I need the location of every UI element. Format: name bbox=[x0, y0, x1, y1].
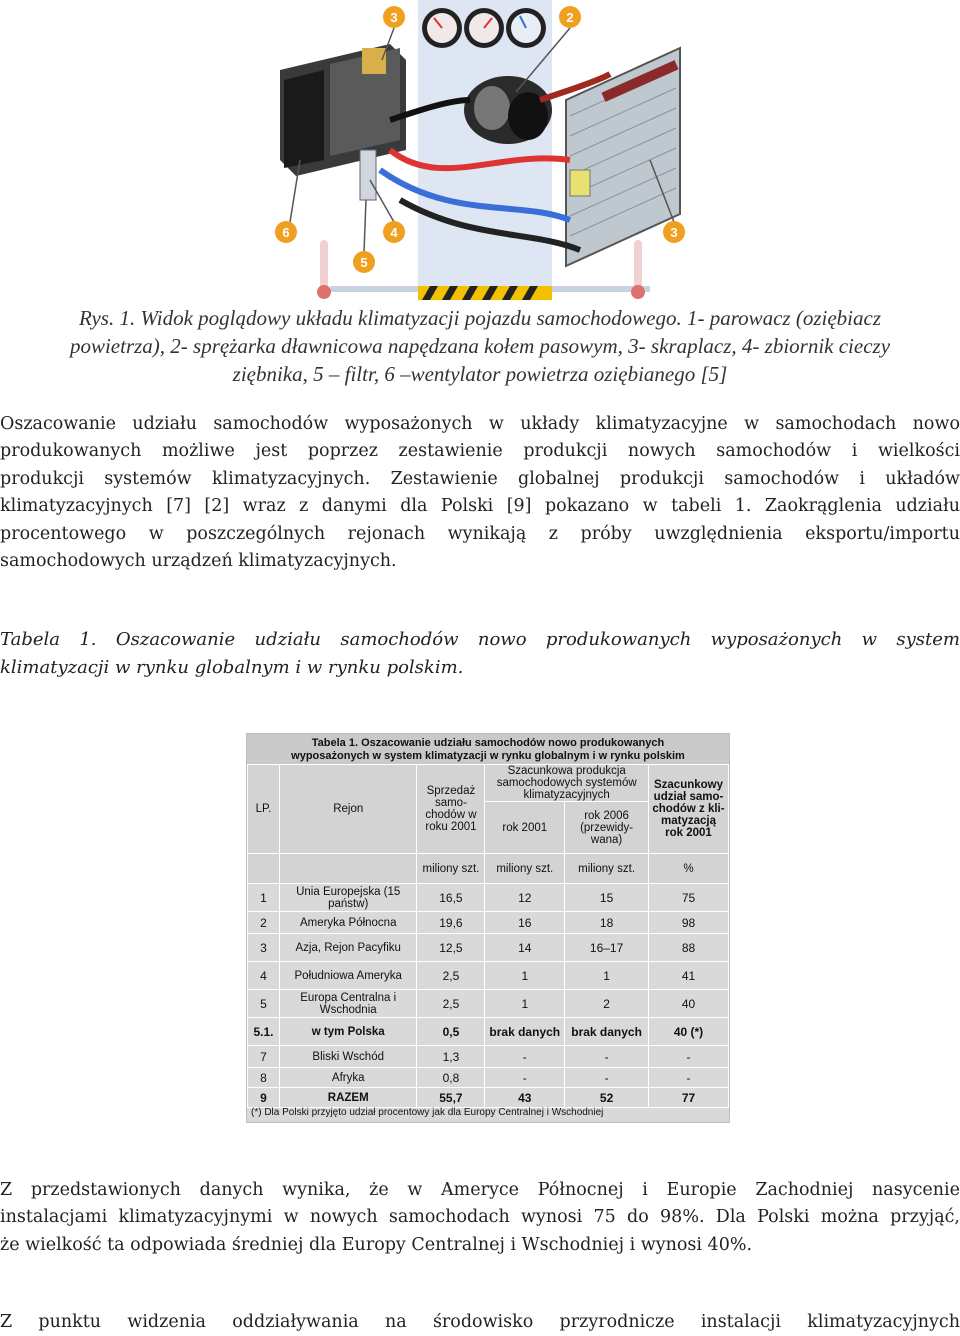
text-line: że wielkość ta odpowiada średniej dla Europy Centralnej i Wschodniej i wynosi 40%. bbox=[0, 1234, 753, 1255]
cell-sprzedaz: 0,8 bbox=[417, 1068, 485, 1088]
table-caption-line: Tabela 1. Oszacowanie udziału samochodów nowo produkowanych wyposażonych w system bbox=[0, 629, 960, 650]
marker-6 bbox=[275, 221, 297, 243]
header-sprzedaz: Sprzedaż samo- chodów w roku 2001 bbox=[417, 765, 485, 854]
table-caption bbox=[0, 626, 960, 682]
header-rejon: Rejon bbox=[279, 765, 417, 854]
unit-cell: miliony szt. bbox=[485, 854, 565, 884]
svg-text:2: 2 bbox=[566, 10, 574, 25]
cell-sprzedaz: 0,5 bbox=[417, 1018, 485, 1046]
cell-udzial: 41 bbox=[649, 962, 729, 990]
cell-r2006: brak danych bbox=[565, 1018, 649, 1046]
cell-lp: 3 bbox=[248, 934, 280, 962]
cell-rejon: RAZEM bbox=[279, 1088, 417, 1108]
figure-caption bbox=[0, 304, 960, 388]
header-rok-2006: rok 2006 (przewidy- wana) bbox=[565, 802, 649, 854]
text-line: samochodowych urządzeń klimatyzacyjnych. bbox=[0, 551, 397, 572]
cell-lp: 9 bbox=[248, 1088, 280, 1108]
table-row bbox=[248, 912, 729, 934]
table-title bbox=[247, 734, 729, 764]
cell-r2006: - bbox=[565, 1046, 649, 1068]
cell-udzial: 75 bbox=[649, 884, 729, 912]
ac-share-table bbox=[247, 764, 729, 1108]
cell-rejon: Afryka bbox=[279, 1068, 417, 1088]
svg-text:4: 4 bbox=[390, 225, 398, 240]
cell-lp: 5.1. bbox=[248, 1018, 280, 1046]
receiver-drier-icon bbox=[360, 150, 376, 200]
svg-text:3: 3 bbox=[390, 10, 398, 25]
text-line: Z przedstawionych danych wynika, że w Ameryce Północnej i Europie Zachodniej nasycenie bbox=[0, 1180, 960, 1200]
cell-r2001: - bbox=[485, 1068, 565, 1088]
cell-rejon: Unia Europejska (15 państw) bbox=[279, 884, 417, 912]
cell-sprzedaz: 12,5 bbox=[417, 934, 485, 962]
marker-5 bbox=[353, 251, 375, 273]
svg-text:5: 5 bbox=[360, 255, 368, 270]
cell-lp: 4 bbox=[248, 962, 280, 990]
marker-3-top bbox=[383, 6, 405, 28]
cell-r2001: 1 bbox=[485, 962, 565, 990]
cell-rejon: Europa Centralna i Wschodnia bbox=[279, 990, 417, 1018]
cell-sprzedaz: 2,5 bbox=[417, 990, 485, 1018]
cell-lp: 1 bbox=[248, 884, 280, 912]
svg-text:6: 6 bbox=[282, 225, 290, 240]
cell-udzial: 77 bbox=[649, 1088, 729, 1108]
cell-r2006: - bbox=[565, 1068, 649, 1088]
text-line: procentowego w poszczególnych rejonach wynikają z próby uwzględnienia eksportu/importu bbox=[0, 523, 960, 544]
cell-rejon: w tym Polska bbox=[279, 1018, 417, 1046]
cell-udzial: 40 (*) bbox=[649, 1018, 729, 1046]
text-line: Oszacowanie udziału samochodów wyposażonych w układy klimatyzacyjne w samochodach nowo bbox=[0, 414, 960, 434]
cell-sprzedaz: 1,3 bbox=[417, 1046, 485, 1068]
cell-r2006: 52 bbox=[565, 1088, 649, 1108]
gauges-icon bbox=[422, 8, 546, 48]
hazard-stripe bbox=[418, 286, 552, 300]
unit-cell: miliony szt. bbox=[417, 854, 485, 884]
cell-r2001: 12 bbox=[485, 884, 565, 912]
cell-udzial: - bbox=[649, 1046, 729, 1068]
cell-rejon: Ameryka Północna bbox=[279, 912, 417, 934]
table-row bbox=[248, 884, 729, 912]
marker-4 bbox=[383, 221, 405, 243]
table-image bbox=[246, 733, 730, 1123]
cell-rejon: Azja, Rejon Pacyfiku bbox=[279, 934, 417, 962]
caption-line: powietrza), 2- sprężarka dławnicowa napędzana kołem pasowym, 3- skraplacz, 4- zbiornik cieczy bbox=[69, 334, 891, 358]
text-line: klimatyzacyjnych [7] [2] wraz z danymi dla Polski [9] pokazano w tabeli 1. Zaokrąglenia udziału bbox=[0, 496, 960, 517]
cell-r2006: 2 bbox=[565, 990, 649, 1018]
cell-r2001: - bbox=[485, 1046, 565, 1068]
cell-sprzedaz: 19,6 bbox=[417, 912, 485, 934]
table-row bbox=[248, 1046, 729, 1068]
header-lp: LP. bbox=[248, 765, 280, 854]
filter-icon bbox=[570, 170, 590, 196]
table-footnote: (*) Dla Polski przyjęto udział procentowy jak dla Europy Centralnej i Wschodniej bbox=[251, 1107, 604, 1118]
caption-line: ziębnika, 5 – filtr, 6 –wentylator powietrza oziębianego [5] bbox=[232, 362, 728, 386]
cell-udzial: 88 bbox=[649, 934, 729, 962]
cell-sprzedaz: 16,5 bbox=[417, 884, 485, 912]
table-title-line: Tabela 1. Oszacowanie udziału samochodów nowo produkowanych bbox=[311, 737, 665, 749]
table-row bbox=[248, 1018, 729, 1046]
header-udzial: Szacunkowy udział samo- chodów z kli- matyzacją rok 2001 bbox=[649, 765, 729, 854]
table-row bbox=[248, 962, 729, 990]
marker-3-right bbox=[663, 221, 685, 243]
evaporator-icon bbox=[280, 44, 406, 176]
cell-lp: 7 bbox=[248, 1046, 280, 1068]
cell-r2006: 1 bbox=[565, 962, 649, 990]
text-line: Z punktu widzenia oddziaływania na środowisko przyrodnicze instalacji klimatyzacyjnych bbox=[0, 1312, 960, 1332]
paragraph-estimation bbox=[0, 411, 960, 575]
paragraph-environment bbox=[0, 1309, 960, 1336]
table-title-line: wyposażonych w system klimatyzacji w rynku globalnym i w rynku polskim bbox=[291, 750, 685, 762]
compressor-icon bbox=[464, 76, 552, 144]
cell-r2001: 1 bbox=[485, 990, 565, 1018]
cell-sprzedaz: 55,7 bbox=[417, 1088, 485, 1108]
unit-cell: % bbox=[649, 854, 729, 884]
cell-r2006: 18 bbox=[565, 912, 649, 934]
cell-r2006: 16–17 bbox=[565, 934, 649, 962]
cell-r2006: 15 bbox=[565, 884, 649, 912]
cell-rejon: Południowa Ameryka bbox=[279, 962, 417, 990]
ac-system-figure bbox=[270, 0, 690, 300]
table-row bbox=[248, 990, 729, 1018]
paragraph-conclusion bbox=[0, 1177, 960, 1259]
table-body bbox=[248, 884, 729, 1108]
unit-cell: miliony szt. bbox=[565, 854, 649, 884]
text-line: instalacjami klimatyzacyjnymi w nowych samochodach wynosi 75 do 98%. Dla Polski można przyjąć, bbox=[0, 1207, 960, 1228]
cell-r2001: brak danych bbox=[485, 1018, 565, 1046]
cell-r2001: 14 bbox=[485, 934, 565, 962]
cell-r2001: 16 bbox=[485, 912, 565, 934]
cell-udzial: 40 bbox=[649, 990, 729, 1018]
cell-lp: 2 bbox=[248, 912, 280, 934]
caption-line: Rys. 1. Widok poglądowy układu klimatyzacji pojazdu samochodowego. 1- parowacz (oziębiacz bbox=[79, 306, 881, 330]
cell-lp: 8 bbox=[248, 1068, 280, 1088]
table-row bbox=[248, 934, 729, 962]
cell-r2001: 43 bbox=[485, 1088, 565, 1108]
condenser-icon bbox=[566, 48, 680, 266]
table-caption-line: klimatyzacji w rynku globalnym i w rynku polskim. bbox=[0, 657, 464, 678]
thermometer-hot-icon bbox=[317, 240, 331, 299]
ac-system-illustration bbox=[270, 0, 690, 300]
table-row bbox=[248, 1068, 729, 1088]
marker-2 bbox=[559, 6, 581, 28]
text-line: produkcji systemów klimatyzacyjnych. Zestawienie globalnej produkcji samochodów i układów bbox=[0, 468, 960, 489]
cell-rejon: Bliski Wschód bbox=[279, 1046, 417, 1068]
thermometer-cold-icon bbox=[631, 240, 645, 299]
header-rok-2001: rok 2001 bbox=[485, 802, 565, 854]
header-produkcja: Szacunkowa produkcja samochodowych systemów klimatyzacyjnych bbox=[485, 765, 649, 802]
svg-text:3: 3 bbox=[670, 225, 678, 240]
cell-sprzedaz: 2,5 bbox=[417, 962, 485, 990]
text-line: produkowanych możliwe jest poprzez zestawienie produkcji nowych samochodów i wielkości bbox=[0, 441, 960, 462]
cell-udzial: 98 bbox=[649, 912, 729, 934]
cell-udzial: - bbox=[649, 1068, 729, 1088]
cell-lp: 5 bbox=[248, 990, 280, 1018]
table-row bbox=[248, 1088, 729, 1108]
